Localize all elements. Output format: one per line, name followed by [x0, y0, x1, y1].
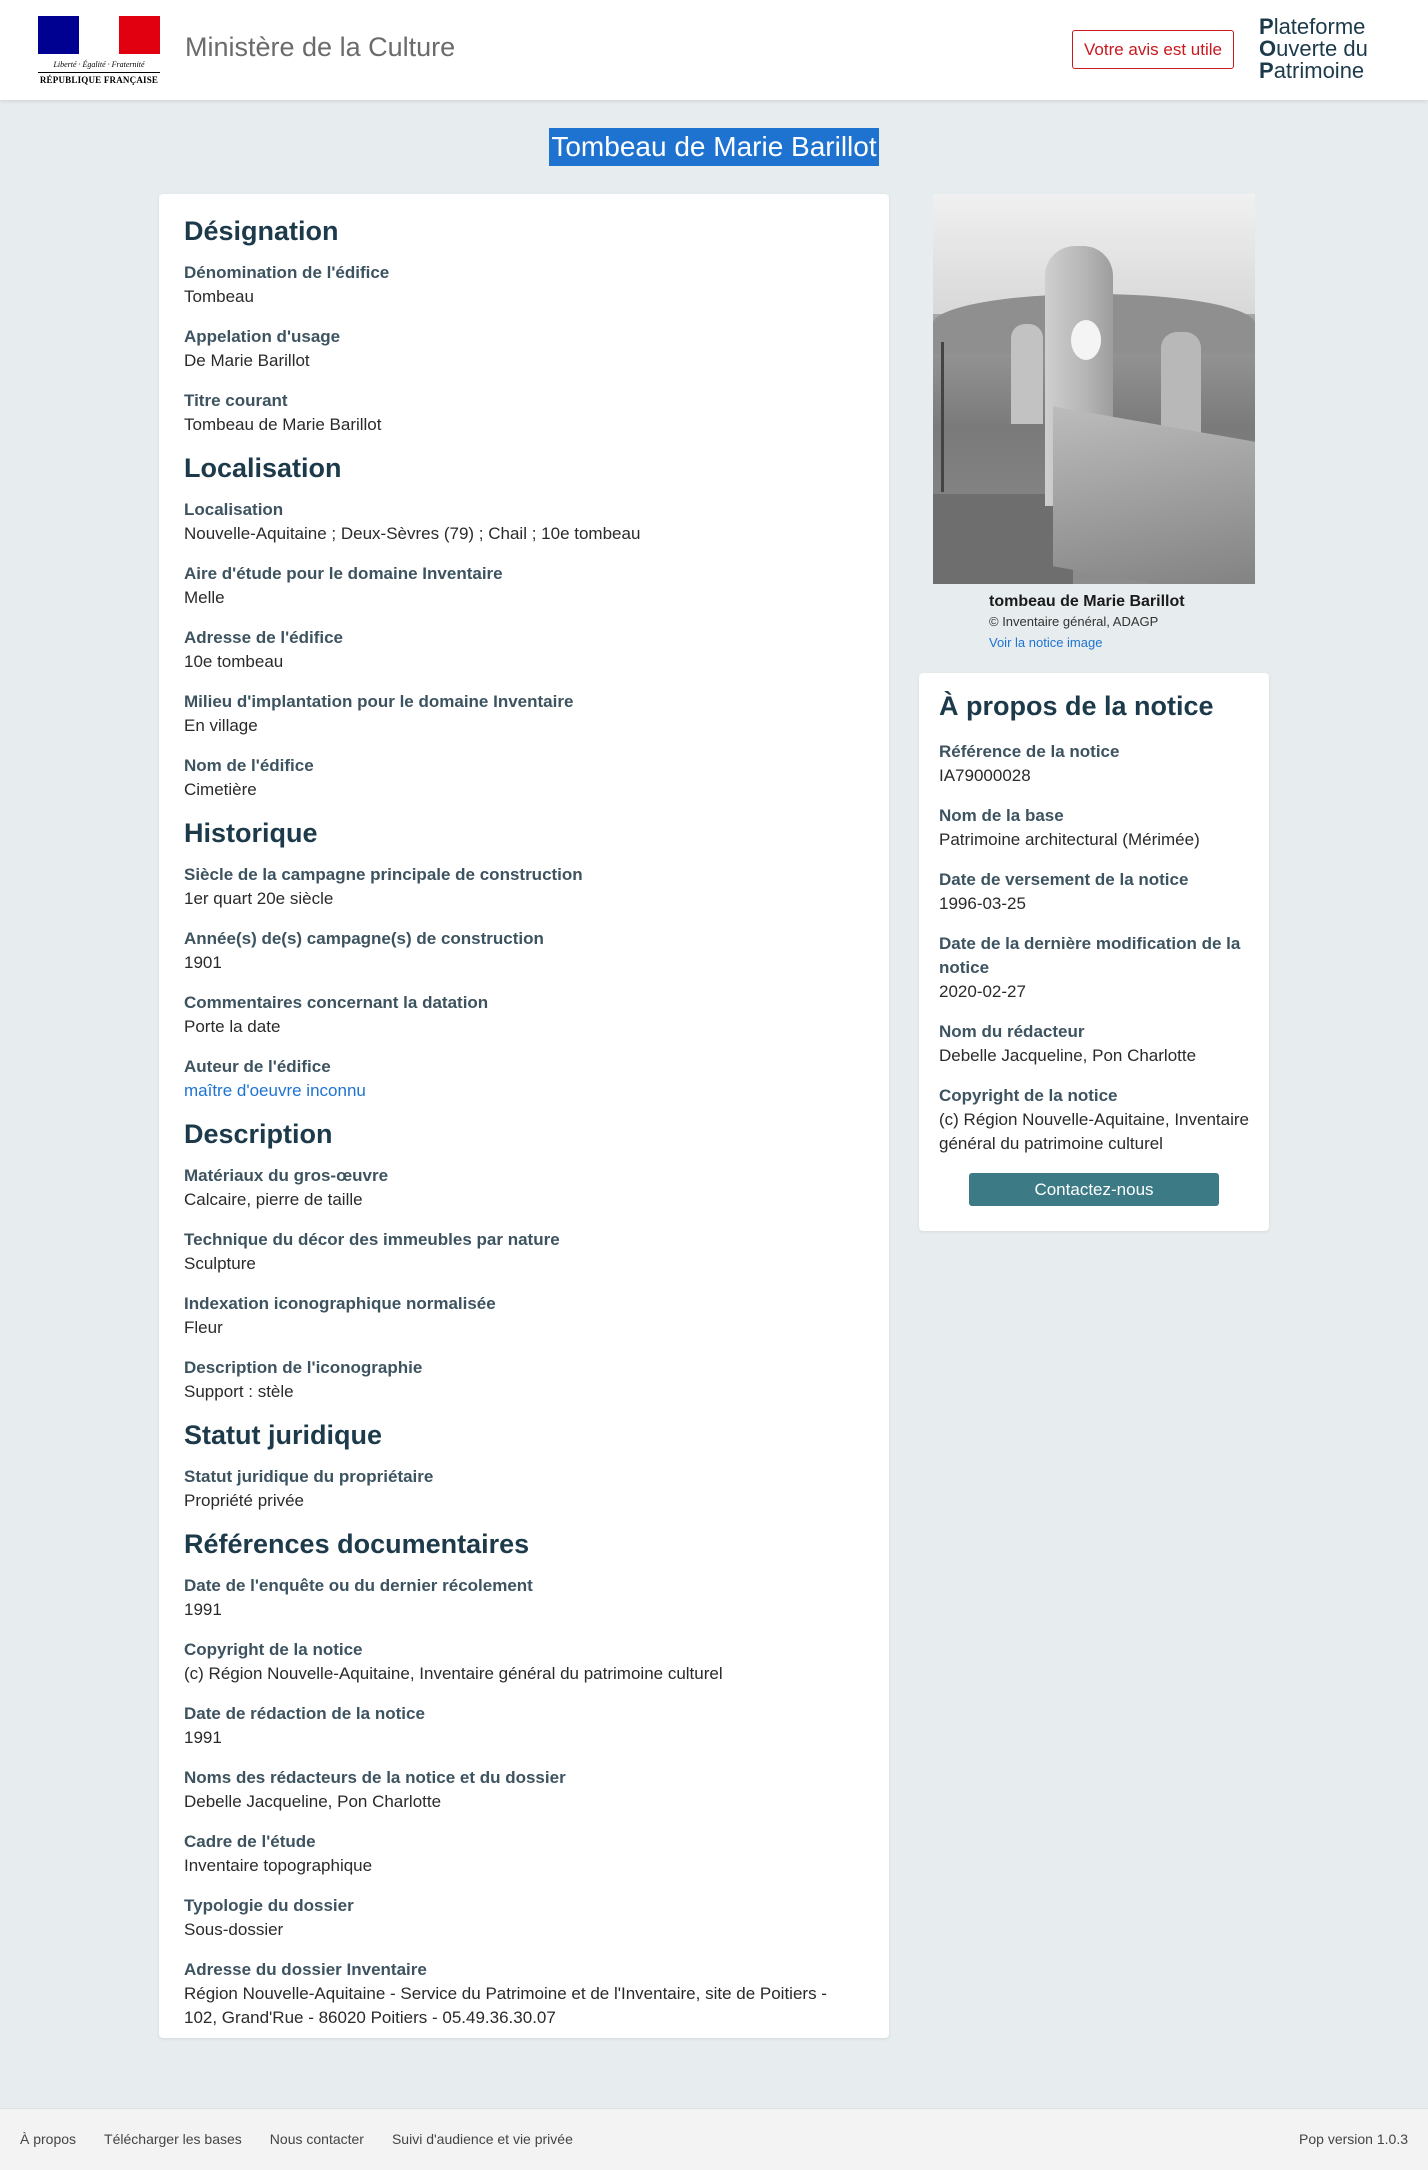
section	[184, 453, 864, 802]
field-value: 1991	[184, 1728, 222, 1747]
field-value: Nouvelle-Aquitaine ; Deux-Sèvres (79) ; Chail ; 10e tombeau	[184, 524, 641, 543]
field	[184, 325, 864, 373]
about-field-label: Date de versement de la notice	[939, 870, 1189, 889]
field-label: Nom de l'édifice	[184, 756, 314, 775]
logo-divider	[38, 72, 160, 73]
field-label: Adresse de l'édifice	[184, 628, 344, 647]
section-title: Références documentaires	[184, 1529, 530, 1559]
photo-fence	[941, 342, 944, 492]
field	[184, 1465, 864, 1513]
field-label: Typologie du dossier	[184, 1896, 354, 1915]
field-value: 10e tombeau	[184, 652, 284, 671]
footer-links	[20, 2131, 573, 2147]
field	[184, 1574, 864, 1622]
field-value: Debelle Jacqueline, Pon Charlotte	[184, 1792, 442, 1811]
marianne-flag-icon	[38, 16, 160, 54]
feedback-button[interactable]: Votre avis est utile	[1072, 30, 1234, 69]
field-value: (c) Région Nouvelle-Aquitaine, Inventaire général du patrimoine culturel	[184, 1664, 723, 1683]
about-field-value: IA79000028	[939, 766, 1031, 785]
page-title: Tombeau de Marie Barillot	[549, 128, 878, 166]
site-footer	[0, 2108, 1428, 2170]
field	[184, 389, 864, 437]
republic-name: RÉPUBLIQUE FRANÇAISE	[39, 75, 159, 85]
field-value: 1991	[184, 1600, 222, 1619]
field	[184, 754, 864, 802]
photo-caption	[989, 592, 1289, 654]
field-value: Sculpture	[184, 1254, 256, 1273]
field	[184, 562, 864, 610]
field-label: Date de rédaction de la notice	[184, 1704, 425, 1723]
footer-link-about[interactable]: À propos	[20, 2131, 77, 2147]
field	[184, 1958, 864, 2030]
field-label: Cadre de l'étude	[184, 1832, 316, 1851]
contact-button[interactable]: Contactez-nous	[969, 1173, 1219, 1206]
notice-photo[interactable]	[933, 194, 1255, 584]
section	[184, 1420, 864, 1513]
field-label: Auteur de l'édifice	[184, 1057, 331, 1076]
field	[184, 1766, 864, 1814]
about-field	[939, 868, 1249, 916]
field	[184, 1894, 864, 1942]
field-value: En village	[184, 716, 258, 735]
field-value: Sous-dossier	[184, 1920, 284, 1939]
field	[184, 1830, 864, 1878]
field-label: Localisation	[184, 500, 284, 519]
about-field	[939, 932, 1249, 1004]
section-title: Désignation	[184, 216, 339, 246]
section-title: Statut juridique	[184, 1420, 382, 1450]
field-label: Année(s) de(s) campagne(s) de construction	[184, 929, 544, 948]
notice-details-card	[159, 194, 889, 2038]
field	[184, 1055, 864, 1103]
about-field-value: Patrimoine architectural (Mérimée)	[939, 830, 1200, 849]
field	[184, 1292, 864, 1340]
field	[184, 690, 864, 738]
photo-ground	[933, 494, 1073, 584]
section	[184, 1529, 864, 2030]
republic-devise: Liberté · Égalité · Fraternité	[53, 60, 145, 69]
pop-logo-line-2: Ouverte du	[1259, 36, 1368, 61]
field-value: De Marie Barillot	[184, 351, 310, 370]
about-field	[939, 1020, 1249, 1068]
footer-link-contact[interactable]: Nous contacter	[269, 2131, 364, 2147]
section	[184, 1119, 864, 1404]
field-value: Melle	[184, 588, 225, 607]
about-field-label: Nom du rédacteur	[939, 1022, 1085, 1041]
field-label: Siècle de la campagne principale de construction	[184, 865, 583, 884]
ministry-title[interactable]: Ministère de la Culture	[185, 32, 456, 62]
about-field-label: Date de la dernière modification de la notice	[939, 934, 1241, 977]
field-label: Aire d'étude pour le domaine Inventaire	[184, 564, 503, 583]
field-value: 1901	[184, 953, 222, 972]
footer-link-privacy[interactable]: Suivi d'audience et vie privée	[391, 2131, 573, 2147]
section-title: Localisation	[184, 453, 342, 483]
field-value: Tombeau de Marie Barillot	[184, 415, 382, 434]
field-value: Cimetière	[184, 780, 257, 799]
field-label: Milieu d'implantation pour le domaine Inventaire	[184, 692, 574, 711]
about-field-label: Nom de la base	[939, 806, 1064, 825]
field-value: Calcaire, pierre de taille	[184, 1190, 363, 1209]
section	[184, 818, 864, 1103]
about-field-value: 2020-02-27	[939, 982, 1026, 1001]
field-label: Adresse du dossier Inventaire	[184, 1960, 427, 1979]
photo-plaque	[1071, 320, 1101, 360]
about-field	[939, 1084, 1249, 1156]
field	[184, 1638, 864, 1686]
field-value: Propriété privée	[184, 1491, 305, 1510]
field-value: 1er quart 20e siècle	[184, 889, 334, 908]
field-value-link[interactable]: maître d'oeuvre inconnu	[184, 1081, 366, 1100]
page-title-wrapper	[0, 128, 1428, 166]
field	[184, 1356, 864, 1404]
section	[184, 216, 864, 437]
about-field	[939, 804, 1249, 852]
field	[184, 927, 864, 975]
section-title: Historique	[184, 818, 318, 848]
photo-caption-copyright: © Inventaire général, ADAGP	[989, 614, 1159, 629]
field	[184, 261, 864, 309]
field-label: Statut juridique du propriétaire	[184, 1467, 434, 1486]
field-label: Technique du décor des immeubles par nature	[184, 1230, 560, 1249]
about-field-value: 1996-03-25	[939, 894, 1026, 913]
field-label: Copyright de la notice	[184, 1640, 363, 1659]
field-label: Commentaires concernant la datation	[184, 993, 489, 1012]
pop-logo-line-3: Patrimoine	[1259, 58, 1365, 83]
about-notice-title: À propos de la notice	[939, 691, 1214, 721]
field	[184, 498, 864, 546]
republique-francaise-logo[interactable]	[38, 16, 160, 88]
field-value: Inventaire topographique	[184, 1856, 373, 1875]
field	[184, 1228, 864, 1276]
footer-version: Pop version 1.0.3	[1299, 2131, 1408, 2147]
photo-slab	[1053, 406, 1255, 584]
photo-tombstone-left	[1011, 324, 1043, 424]
pop-logo[interactable]	[1259, 16, 1409, 86]
pop-logo-line-1: Plateforme	[1259, 14, 1366, 39]
field-value: Porte la date	[184, 1017, 281, 1036]
about-field	[939, 740, 1249, 788]
field	[184, 1702, 864, 1750]
field	[184, 863, 864, 911]
footer-link-download[interactable]: Télécharger les bases	[104, 2131, 242, 2147]
field-value: Région Nouvelle-Aquitaine - Service du Patrimoine et de l'Inventaire, site de Poitiers - 102, Grand'Rue - 86020 Poitiers - 05.49.36.30.07	[184, 1984, 827, 2027]
photo-caption-title: tombeau de Marie Barillot	[989, 593, 1185, 610]
field-value: Fleur	[184, 1318, 223, 1337]
field-value: Tombeau	[184, 287, 254, 306]
about-fields	[939, 740, 1249, 1156]
field	[184, 626, 864, 674]
field-label: Appelation d'usage	[184, 327, 341, 346]
field-label: Matériaux du gros-œuvre	[184, 1166, 389, 1185]
about-field-value: (c) Région Nouvelle-Aquitaine, Inventaire général du patrimoine culturel	[939, 1110, 1249, 1153]
view-image-notice-link[interactable]: Voir la notice image	[989, 635, 1103, 650]
field-value: Support : stèle	[184, 1382, 294, 1401]
field	[184, 991, 864, 1039]
about-field-value: Debelle Jacqueline, Pon Charlotte	[939, 1046, 1197, 1065]
field	[184, 1164, 864, 1212]
field-label: Indexation iconographique normalisée	[184, 1294, 496, 1313]
field-label: Date de l'enquête ou du dernier récolement	[184, 1576, 533, 1595]
field-label: Noms des rédacteurs de la notice et du dossier	[184, 1768, 566, 1787]
section-title: Description	[184, 1119, 333, 1149]
field-label: Dénomination de l'édifice	[184, 263, 390, 282]
field-label: Description de l'iconographie	[184, 1358, 423, 1377]
field-label: Titre courant	[184, 391, 288, 410]
about-notice-card	[919, 673, 1269, 1231]
site-header	[0, 0, 1428, 100]
about-field-label: Référence de la notice	[939, 742, 1120, 761]
about-field-label: Copyright de la notice	[939, 1086, 1118, 1105]
